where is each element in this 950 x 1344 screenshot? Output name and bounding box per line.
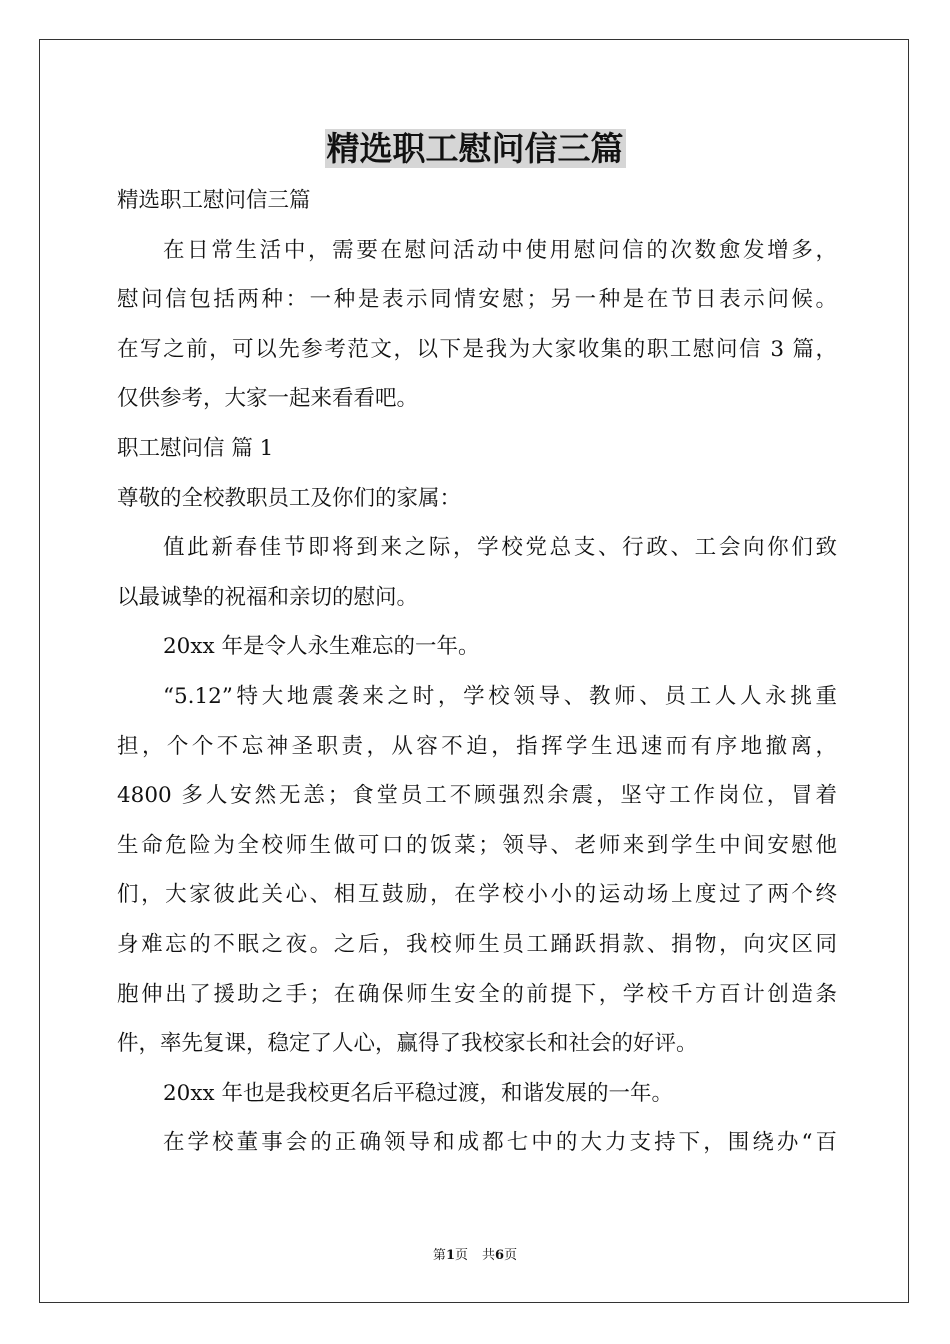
text-line: 精选职工慰问信三篇 xyxy=(117,188,311,213)
text-line: 慰问信包括两种：一种是表示同情安慰；另一种是在节日表示问候。 xyxy=(117,287,837,313)
page-suffix: 页 xyxy=(454,1248,468,1263)
text-line: 20xx 年也是我校更名后平稳过渡，和谐发展的一年。 xyxy=(163,1080,673,1106)
document-title xyxy=(0,127,950,171)
text-line: 在写之前，可以先参考范文，以下是我为大家收集的职工慰问信 3 篇， xyxy=(117,336,837,362)
page-number: 1 xyxy=(445,1248,455,1263)
document-title-text: 精选职工慰问信三篇 xyxy=(326,129,624,168)
page-footer xyxy=(0,1247,950,1265)
text-line: 职工慰问信 篇 1 xyxy=(117,435,274,461)
text-line: 胞伸出了援助之手；在确保师生安全的前提下，学校千方百计创造条 xyxy=(117,981,837,1007)
text-line: 们，大家彼此关心、相互鼓励，在学校小小的运动场上度过了两个终 xyxy=(117,882,837,908)
text-line: 身难忘的不眠之夜。之后，我校师生员工踊跃捐款、捐物，向灾区同 xyxy=(117,931,837,957)
text-line: 件，率先复课，稳定了人心，赢得了我校家长和社会的好评。 xyxy=(117,1031,698,1057)
text-line: 以最诚挚的祝福和亲切的慰问。 xyxy=(117,584,419,610)
total-suffix: 页 xyxy=(504,1248,518,1263)
total-pages: 6 xyxy=(495,1248,505,1263)
page-prefix: 第 xyxy=(432,1248,446,1263)
text-line: 值此新春佳节即将到来之际，学校党总支、行政、工会向你们致 xyxy=(163,535,837,561)
text-line: 尊敬的全校教职员工及你们的家属： xyxy=(117,485,462,511)
text-line: 在学校董事会的正确领导和成都七中的大力支持下，围绕办“百 xyxy=(163,1130,837,1156)
text-line: 在日常生活中，需要在慰问活动中使用慰问信的次数愈发增多， xyxy=(163,237,837,263)
text-line: 生命危险为全校师生做可口的饭菜；领导、老师来到学生中间安慰他 xyxy=(117,832,837,858)
text-line: 4800 多人安然无恙；食堂员工不顾强烈余震，坚守工作岗位，冒着 xyxy=(117,783,837,809)
document-body xyxy=(117,176,837,1168)
text-line: 20xx 年是令人永生难忘的一年。 xyxy=(163,634,480,660)
text-line: “5.12”特大地震袭来之时，学校领导、教师、员工人人永挑重 xyxy=(163,683,837,709)
text-line: 担，个个不忘神圣职责，从容不迫，指挥学生迅速而有序地撤离， xyxy=(117,733,837,759)
text-line: 仅供参考，大家一起来看看吧。 xyxy=(117,386,419,412)
total-prefix: 共 xyxy=(482,1248,496,1263)
